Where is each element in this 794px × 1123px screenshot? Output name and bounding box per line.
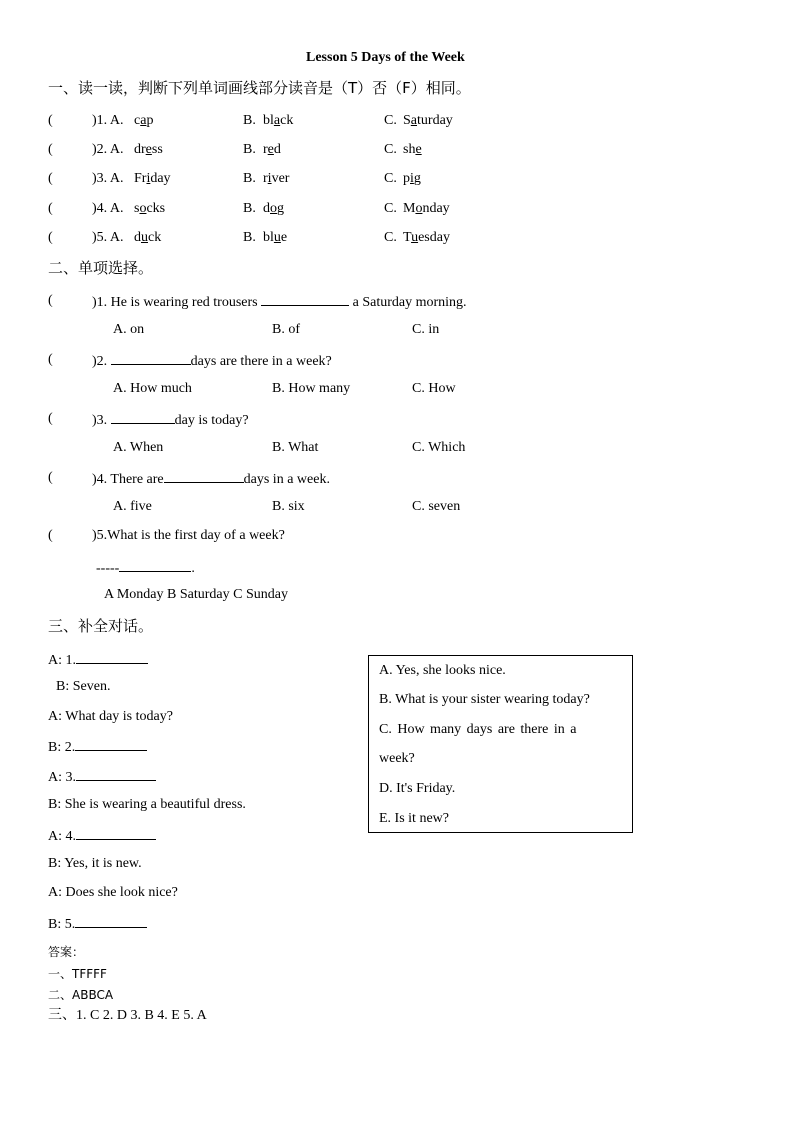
q3-option-a: A. When bbox=[113, 440, 164, 455]
answer-blank[interactable] bbox=[76, 826, 156, 840]
answer-blank[interactable] bbox=[111, 410, 175, 424]
s1-label-c: C. bbox=[384, 201, 397, 216]
q4-option-a: A. five bbox=[113, 499, 152, 514]
s1-label-c: C. bbox=[384, 142, 397, 157]
options-box bbox=[368, 655, 633, 833]
s1-label-b: B. bbox=[243, 113, 256, 128]
answer-blank[interactable] bbox=[164, 469, 244, 483]
q2-text: )2. days are there in a week? bbox=[92, 351, 332, 371]
s1-word-b: blue bbox=[263, 230, 288, 245]
s1-word-a: cap bbox=[134, 113, 154, 128]
section1-heading: 一、读一读，判断下列单词画线部分读音是（T）否（F）相同。 bbox=[48, 79, 471, 97]
s1-row-4: ( bbox=[48, 201, 53, 216]
q2-option-a: A. How much bbox=[113, 381, 192, 396]
s1-word-c: she bbox=[403, 142, 422, 157]
dialogue-line-3: A: What day is today? bbox=[48, 709, 173, 724]
q5-paren: ( bbox=[48, 528, 53, 543]
s1-num-4: )4. A. bbox=[92, 201, 124, 216]
box-option-a: A. Yes, she looks nice. bbox=[379, 663, 506, 678]
s1-num-2: )2. A. bbox=[92, 142, 124, 157]
q2-option-c: C. How bbox=[412, 381, 456, 396]
dialogue-line-2: B: Seven. bbox=[56, 679, 111, 694]
q4-paren: ( bbox=[48, 470, 53, 485]
dialogue-line-4: B: 2. bbox=[48, 737, 147, 757]
dialogue-line-1: A: 1. bbox=[48, 650, 148, 670]
q4-option-b: B. six bbox=[272, 499, 305, 514]
q1-option-a: A. on bbox=[113, 322, 145, 337]
s1-label-c: C. bbox=[384, 171, 397, 186]
q5-text: )5.What is the first day of a week? bbox=[92, 528, 285, 543]
s1-label-c: C. bbox=[384, 113, 397, 128]
q1-text: )1. He is wearing red trousers a Saturday morning. bbox=[92, 292, 467, 312]
q1-paren: ( bbox=[48, 293, 53, 308]
box-option-c: C. How many days are there in a bbox=[379, 722, 577, 737]
s1-num-5: )5. A. bbox=[92, 230, 124, 245]
s1-label-b: B. bbox=[243, 142, 256, 157]
s1-label-b: B. bbox=[243, 201, 256, 216]
answer-blank[interactable] bbox=[261, 292, 349, 306]
s1-num-3: )3. A. bbox=[92, 171, 124, 186]
section3-heading: 三、补全对话。 bbox=[48, 617, 154, 635]
s1-word-b: black bbox=[263, 113, 294, 128]
s1-label-b: B. bbox=[243, 230, 256, 245]
answer-blank[interactable] bbox=[119, 558, 191, 572]
q1-option-c: C. in bbox=[412, 322, 440, 337]
s1-word-a: dress bbox=[134, 142, 163, 157]
section2-heading: 二、单项选择。 bbox=[48, 259, 154, 277]
s1-word-a: socks bbox=[134, 201, 166, 216]
s1-word-a: duck bbox=[134, 230, 162, 245]
s1-word-c: Saturday bbox=[403, 113, 453, 128]
q5-options: A Monday B Saturday C Sunday bbox=[104, 587, 288, 602]
s1-word-c: Tuesday bbox=[403, 230, 450, 245]
answer-blank[interactable] bbox=[111, 351, 191, 365]
q2-option-b: B. How many bbox=[272, 381, 351, 396]
dialogue-line-9: A: Does she look nice? bbox=[48, 885, 178, 900]
s1-row-2: ( bbox=[48, 142, 53, 157]
q3-option-b: B. What bbox=[272, 440, 319, 455]
box-option-d: D. It's Friday. bbox=[379, 781, 456, 796]
page-title: Lesson 5 Days of the Week bbox=[306, 50, 465, 65]
s1-row-3: ( bbox=[48, 171, 53, 186]
s1-num-1: )1. A. bbox=[92, 113, 124, 128]
answer-blank[interactable] bbox=[76, 650, 148, 664]
q3-paren: ( bbox=[48, 411, 53, 426]
s1-word-c: Monday bbox=[403, 201, 450, 216]
q3-text: )3. day is today? bbox=[92, 410, 249, 430]
q4-text: )4. There are days in a week. bbox=[92, 469, 330, 489]
s1-row-5: ( bbox=[48, 230, 53, 245]
s1-word-b: river bbox=[263, 171, 290, 186]
answer-blank[interactable] bbox=[75, 914, 147, 928]
dialogue-line-8: B: Yes, it is new. bbox=[48, 856, 142, 871]
dialogue-line-6: B: She is wearing a beautiful dress. bbox=[48, 797, 246, 812]
q4-option-c: C. seven bbox=[412, 499, 461, 514]
s1-row-1 bbox=[48, 112, 53, 130]
s1-word-b: dog bbox=[263, 201, 284, 216]
dialogue-line-7: A: 4. bbox=[48, 826, 156, 846]
answers-heading: 答案： bbox=[48, 945, 85, 959]
q1-option-b: B. of bbox=[272, 322, 300, 337]
answer-section2: 二、ABBCA bbox=[48, 988, 114, 1002]
s1-label-c: C. bbox=[384, 230, 397, 245]
dialogue-line-5: A: 3. bbox=[48, 767, 156, 787]
box-option-c-cont: week? bbox=[379, 751, 415, 766]
s1-word-b: red bbox=[263, 142, 281, 157]
q5-answer-line: ----- . bbox=[96, 558, 195, 578]
s1-word-a: Friday bbox=[134, 171, 171, 186]
answer-section3: 三、1. C 2. D 3. B 4. E 5. A bbox=[48, 1008, 207, 1023]
answer-blank[interactable] bbox=[76, 767, 156, 781]
s1-word-c: pig bbox=[403, 171, 421, 186]
box-option-e: E. Is it new? bbox=[379, 811, 449, 826]
dialogue-line-10: B: 5. bbox=[48, 914, 147, 934]
paren: ( bbox=[48, 113, 53, 128]
answer-section1: 一、TFFFF bbox=[48, 967, 107, 981]
s1-label-b: B. bbox=[243, 171, 256, 186]
q3-option-c: C. Which bbox=[412, 440, 466, 455]
box-option-b: B. What is your sister wearing today? bbox=[379, 692, 590, 707]
q2-paren: ( bbox=[48, 352, 53, 367]
answer-blank[interactable] bbox=[75, 737, 147, 751]
